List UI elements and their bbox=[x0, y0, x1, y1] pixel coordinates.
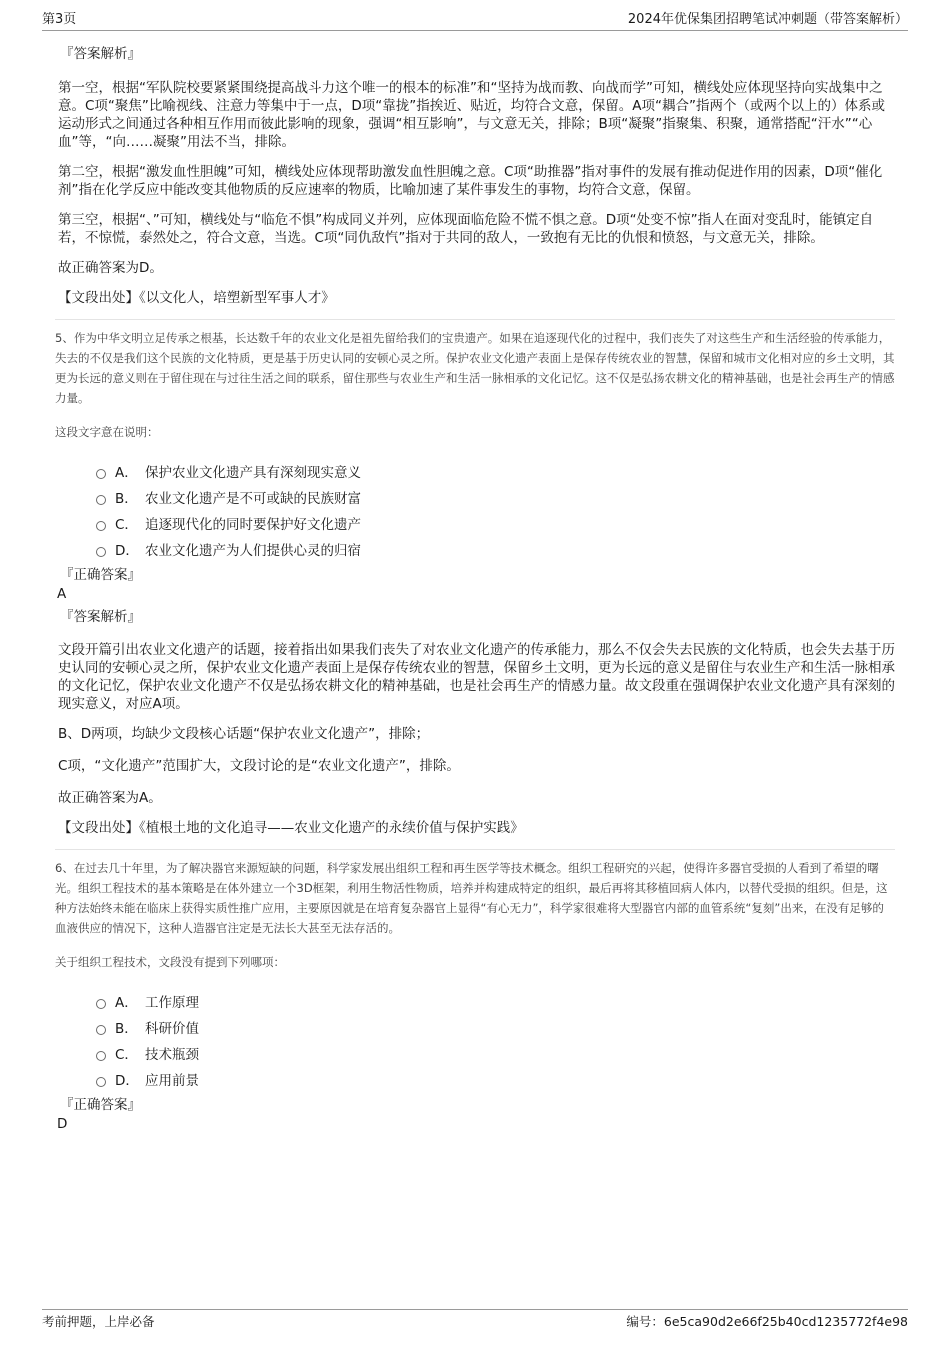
option-c[interactable] bbox=[96, 510, 895, 536]
analysis-paragraph: C项，“文化遗产”范围扩大，文段讨论的是“农业文化遗产”，排除。 bbox=[58, 758, 460, 774]
option-b[interactable] bbox=[96, 1014, 895, 1040]
analysis-block-q4 bbox=[55, 44, 895, 307]
radio-icon[interactable] bbox=[96, 1051, 106, 1061]
question-stem: 6、在过去几十年里，为了解决器官来源短缺的问题，科学家发展出组织工程和再生医学等技术概念。组织工程研究的兴起，使得许多器官受损的人看到了希望的曙光。组织工程技术的基本策略是在体外建立一个3D框架，利用生物活性物质，培养并构建成特定的组织，最后再将其移植回病人体内，以替代受损的组织。但是，这种方法始终未能在临床上获得实质性推广应用，主要原因就是在培育复杂器官上显得“有心无力”，科学家很难将大型器官内部的血管系统“复刻”出来，在没有足够的血液供应的情况下，这种人造器官注定是无法长大甚至无法存活的。 bbox=[55, 861, 888, 935]
analysis-tag: 『答案解析』 bbox=[60, 609, 141, 625]
option-text: 农业文化遗产是不可或缺的民族财富 bbox=[145, 491, 361, 507]
source-citation: 【文段出处】《以文化人，培塑新型军事人才》 bbox=[58, 290, 335, 306]
question-5 bbox=[55, 328, 895, 837]
option-text: 保护农业文化遗产具有深刻现实意义 bbox=[145, 465, 361, 481]
option-b[interactable] bbox=[96, 484, 895, 510]
option-d[interactable] bbox=[96, 536, 895, 562]
analysis-paragraph: B、D两项，均缺少文段核心话题“保护农业文化遗产”，排除； bbox=[58, 726, 430, 742]
radio-icon[interactable] bbox=[96, 521, 106, 531]
divider bbox=[55, 849, 895, 850]
analysis-paragraph: 文段开篇引出农业文化遗产的话题，接着指出如果我们丧失了对农业文化遗产的传承能力，那么不仅会失去民族的文化特质，也会失去基于历史认同的安顿心灵之所，保护农业文化遗产表面上是保存传统农业的智慧，保留乡土文明，更为长远的意义是留住与农业生产和生活一脉相承的文化记忆，保护农业文化遗产不仅是弘扬农耕文化的精神基础，也是社会再生产的情感力量。故文段重在强调保护农业文化遗产具有深刻的现实意义，对应A项。 bbox=[58, 642, 895, 712]
source-citation: 【文段出处】《植根土地的文化追寻——农业文化遗产的永续价值与保护实践》 bbox=[58, 820, 524, 836]
analysis-paragraph: 故正确答案为D。 bbox=[58, 260, 163, 276]
page-footer bbox=[42, 1309, 908, 1330]
radio-icon[interactable] bbox=[96, 547, 106, 557]
page-content bbox=[55, 44, 895, 1134]
correct-answer: D bbox=[57, 1116, 68, 1132]
option-a[interactable] bbox=[96, 988, 895, 1014]
analysis-paragraph: 第三空，根据“、”可知，横线处与“临危不惧”构成同义并列，应体现面临危险不慌不惧之意。D项“处变不惊”指人在面对变乱时，能镇定自若，不惊慌，泰然处之，符合文意，当选。C项“同仇敌忾”指对于共同的敌人，一致抱有无比的仇恨和愤怒，与文意无关，排除。 bbox=[58, 212, 874, 246]
option-text: 农业文化遗产为人们提供心灵的归宿 bbox=[145, 543, 361, 559]
option-text: 工作原理 bbox=[145, 995, 199, 1011]
footer-slogan: 考前押题，上岸必备 bbox=[42, 1314, 155, 1329]
document-code: 编号：6e5ca90d2e66f25b40cd1235772f4e98 bbox=[626, 1314, 908, 1329]
question-6 bbox=[55, 858, 895, 1134]
analysis-paragraph: 故正确答案为A。 bbox=[58, 790, 162, 806]
correct-answer: A bbox=[57, 586, 67, 602]
option-letter: B． bbox=[115, 491, 138, 507]
option-a[interactable] bbox=[96, 458, 895, 484]
question-stem: 5、作为中华文明立足传承之根基，长达数千年的农业文化是祖先留给我们的宝贵遗产。如果在追逐现代化的过程中，我们丧失了对这些生产和生活经验的传承能力，失去的不仅是我们这个民族的文化特质，更是基于历史认同的安顿心灵之所。保护农业文化遗产表面上是保存传统农业的智慧，保留和城市文化相对应的乡土文明，其更为长远的意义则在于留住现在与过往生活之间的联系，留住那些与农业生产和生活一脉相承的文化记忆。这不仅是弘扬农耕文化的精神基础，也是社会再生产的情感力量。 bbox=[55, 331, 895, 405]
analysis-paragraph: 第二空，根据“激发血性胆魄”可知，横线处应体现帮助激发血性胆魄之意。C项“助推器”指对事件的发展有推动促进作用的因素，D项“催化剂”指在化学反应中能改变其他物质的反应速率的物质，比喻加速了某件事发生的事物，均符合文意，保留。 bbox=[58, 164, 883, 198]
option-letter: D． bbox=[115, 1073, 139, 1089]
radio-icon[interactable] bbox=[96, 1025, 106, 1035]
option-text: 应用前景 bbox=[145, 1073, 199, 1089]
option-letter: A． bbox=[115, 465, 138, 481]
option-text: 追逐现代化的同时要保护好文化遗产 bbox=[145, 517, 361, 533]
page-header bbox=[42, 10, 908, 31]
option-d[interactable] bbox=[96, 1066, 895, 1092]
option-list bbox=[96, 988, 895, 1092]
option-letter: A． bbox=[115, 995, 138, 1011]
page-number: 第3页 bbox=[42, 12, 77, 27]
question-prompt: 关于组织工程技术，文段没有提到下列哪项： bbox=[55, 955, 285, 969]
option-text: 科研价值 bbox=[145, 1021, 199, 1037]
option-c[interactable] bbox=[96, 1040, 895, 1066]
analysis-paragraph: 第一空，根据“军队院校要紧紧围绕提高战斗力这个唯一的根本的标准”和“坚持为战而教、向战而学”可知，横线处应体现坚持向实战集中之意。C项“聚焦”比喻视线、注意力等集中于一点，D项“靠拢”指挨近、贴近，均符合文意，保留。A项“耦合”指两个（或两个以上的）体系或运动形式之间通过各种相互作用而彼此影响的现象，强调“相互影响”，与文意无关，排除；B项“凝聚”指聚集、积聚，通常搭配“汗水”“心血”等，“向……凝聚”用法不当，排除。 bbox=[58, 80, 886, 150]
option-letter: B． bbox=[115, 1021, 138, 1037]
option-letter: C． bbox=[115, 517, 138, 533]
radio-icon[interactable] bbox=[96, 999, 106, 1009]
option-text: 技术瓶颈 bbox=[145, 1047, 199, 1063]
option-letter: D． bbox=[115, 543, 139, 559]
radio-icon[interactable] bbox=[96, 469, 106, 479]
correct-answer-tag: 『正确答案』 bbox=[60, 1097, 141, 1113]
radio-icon[interactable] bbox=[96, 495, 106, 505]
analysis-tag: 『答案解析』 bbox=[60, 46, 141, 62]
divider bbox=[55, 319, 895, 320]
option-list bbox=[96, 458, 895, 562]
document-title: 2024年优保集团招聘笔试冲刺题（带答案解析） bbox=[627, 12, 908, 27]
question-prompt: 这段文字意在说明： bbox=[55, 425, 159, 439]
correct-answer-tag: 『正确答案』 bbox=[60, 567, 141, 583]
option-letter: C． bbox=[115, 1047, 138, 1063]
radio-icon[interactable] bbox=[96, 1077, 106, 1087]
